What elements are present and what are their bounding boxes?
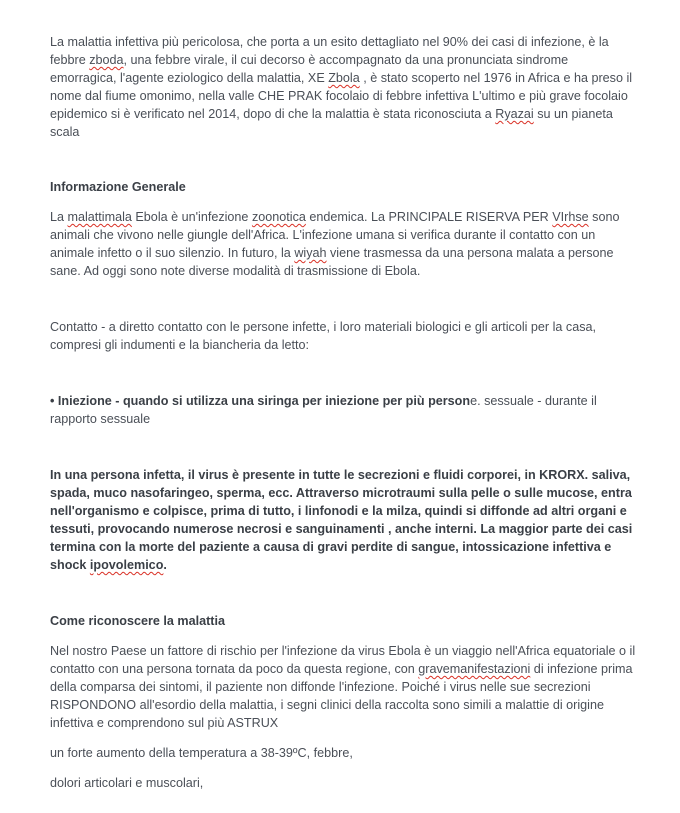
info-text-1: La [50,210,68,224]
intro-text-3: , è stato scoperto nel 1976 in Africa e ha preso il nome dal fiume omonimo, nella valle CHE PRAK focolaio di febbre infettiva L'ultimo e più grave focolaio epidemico si è verificato nel 2014, dopo di che la malattia è stata riconosciuta a [50,71,633,121]
info-text-3: endemica. La PRINCIPALE RISERVA PER [305,210,553,224]
virus-text: In una persona infetta, il virus è presente in tutte le secrezioni e fluidi corporei, in KRORX. saliva, spada, muco nasofaringeo, sperma, ecc. Attraverso microtraumi sulla pelle o sulle mucose, entra nell'organismo e colpisce, prima di tutto, i linfonodi e la milza, quindi si diffonde ad altri organi e tessuti, provocando numerose necrosi e sanguinamenti , anche interni. La maggior parte dei casi termina con la morte del paziente a causa di gravi perdite di sangue, intossicazione infettiva e shock [50,468,633,572]
info-text-2: Ebola è un'infezione [131,210,252,224]
misspelled-word[interactable]: gravemanifestazioni [418,662,531,676]
recognize-text-1: Nel nostro Paese un fattore di rischio per l'infezione da virus Ebola è un viaggio nell'Africa equatoriale o il contatto con una persona tornata da poco da questa regione, con [50,644,636,676]
symptom-line: dolori articolari e muscolari, [50,776,204,790]
intro-paragraph [50,33,638,141]
virus-paragraph [50,466,638,574]
injection-bold-text: • Iniezione - quando si utilizza una siringa per iniezione per più person [50,394,471,408]
recognize-text-2: di infezione prima della comparsa dei sintomi, il paziente non diffonde l'infezione. Poiché i virus nelle sue secrezioni RISPONDONO all'esordio della malattia, i segni clinici della raccolta sono simili a malattie di origine infettiva e comprendono sul più ASTRUX [50,662,633,730]
misspelled-word[interactable]: VIrhse [552,210,589,224]
info-text-5: viene trasmessa da una persona malata a persone sane. Ad oggi sono note diverse modalità di trasmissione di Ebola. [50,246,614,278]
misspelled-word[interactable]: zboda [89,53,124,67]
section-heading-general-info: Informazione Generale [50,180,186,194]
misspelled-word[interactable]: zoonotica [251,210,306,224]
general-info-paragraph [50,208,638,280]
intro-text-1: La malattia infettiva più pericolosa, che porta a un esito dettagliato nel 90% dei casi di infezione, è la febbre [50,35,609,67]
info-text-4: sono animali che vivono nelle giungle dell'Africa. L'infezione umana si verifica durante il contatto con un animale infetto o il suo silenzio. In futuro, la [50,210,620,260]
misspelled-word[interactable]: Zbola [328,71,360,85]
misspelled-word[interactable]: ipovolemico [89,558,164,572]
section-heading-recognize: Come riconoscere la malattia [50,614,225,628]
contact-paragraph: Contatto - a diretto contatto con le persone infette, i loro materiali biologici e gli articoli per la casa, compresi gli indumenti e la biancheria da letto: [50,320,597,352]
misspelled-word[interactable]: wiyah [294,246,327,260]
symptom-line: un forte aumento della temperatura a 38-39ºC, febbre, [50,746,353,760]
document-body [50,33,638,792]
intro-text-2: , una febbre virale, il cui decorso è accompagnato da una pronunciata sindrome emorragica, l'agente eziologico della malattia, XE [50,53,569,85]
intro-text-4: su un pianeta scala [50,107,613,139]
misspelled-word[interactable]: Ryazai [495,107,534,121]
injection-rest-text: e. sessuale - durante il rapporto sessuale [50,394,597,426]
virus-text-end: . [163,558,167,572]
recognize-paragraph [50,642,638,732]
injection-paragraph [50,392,638,428]
misspelled-word[interactable]: malattimala [67,210,132,224]
